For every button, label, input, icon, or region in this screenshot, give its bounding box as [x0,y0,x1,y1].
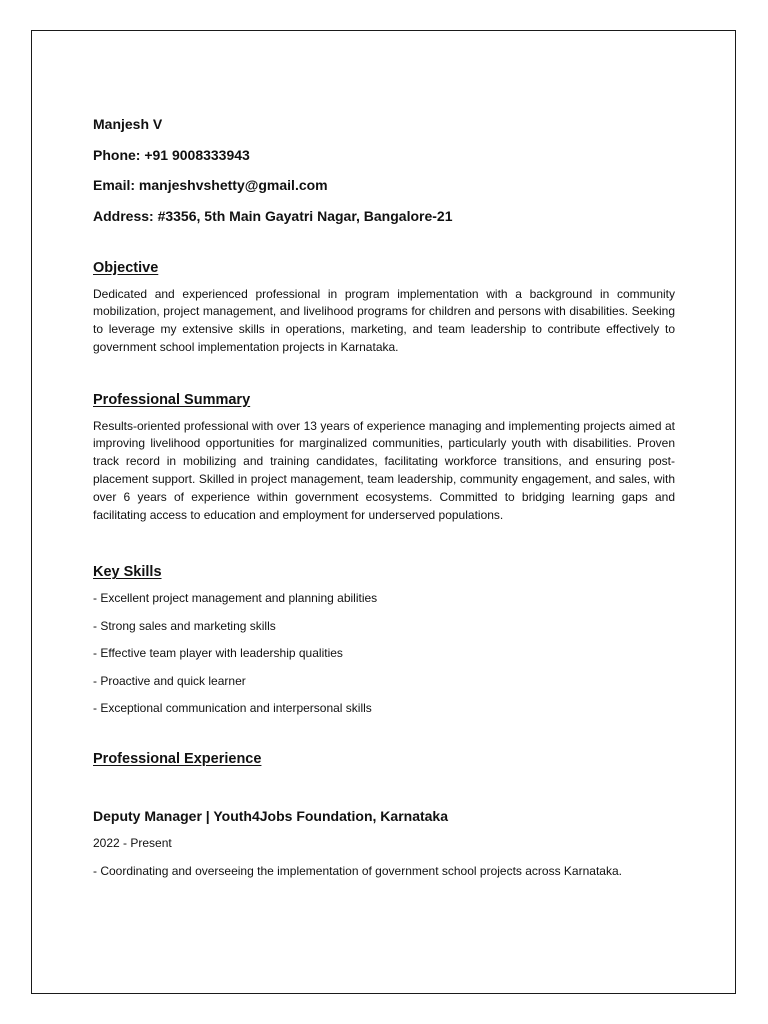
summary-heading: Professional Summary [93,391,251,408]
job-duty: - Coordinating and overseeing the implementation of government school projects across Karnataka. [93,864,622,879]
summary-section [93,390,675,525]
skill-item: - Effective team player with leadership qualities [93,646,343,661]
experience-section [93,749,675,879]
skill-item: - Excellent project management and planning abilities [93,591,378,606]
summary-text: Results-oriented professional with over 13 years of experience managing and implementing projects aimed at improving livelihood opportunities for marginalized communities, particularly youth with disabilities. Proven track record in mobilizing and training candidates, facilitating workforce transitions, and ensuring post-placement support. Skilled in project management, team leadership, community engagement, and sales, with over 6 years of experience within government ecosystems. Committed to bridging learning gaps and facilitating access to education and employment for underserved populations. [93,418,675,522]
objective-heading: Objective [93,259,159,276]
contact-address: Address: #3356, 5th Main Gayatri Nagar, Bangalore-21 [93,207,453,224]
job-period: 2022 - Present [93,836,172,851]
job-entry [93,807,675,879]
skill-item: - Proactive and quick learner [93,673,246,688]
skill-item: - Exceptional communication and interpersonal skills [93,701,372,716]
contact-email: Email: manjeshvshetty@gmail.com [93,177,328,193]
experience-heading: Professional Experience [93,751,262,768]
objective-text: Dedicated and experienced professional in program implementation with a background in community mobilization, project management, and livelihood programs for children and persons with disabilities. Seeking to leverage my extensive skills in operations, marketing, and team leadership to contribute effectively to government school implementation projects in Karnataka. [93,286,675,354]
resume-content [93,115,675,891]
candidate-name: Manjesh V [93,116,163,132]
skills-heading: Key Skills [93,564,162,581]
skills-section [93,562,675,716]
contact-block [93,115,675,225]
skill-item: - Strong sales and marketing skills [93,618,276,633]
job-title: Deputy Manager | Youth4Jobs Foundation, Karnataka [93,808,449,825]
contact-phone: Phone: +91 9008333943 [93,146,250,163]
objective-section [93,258,675,357]
